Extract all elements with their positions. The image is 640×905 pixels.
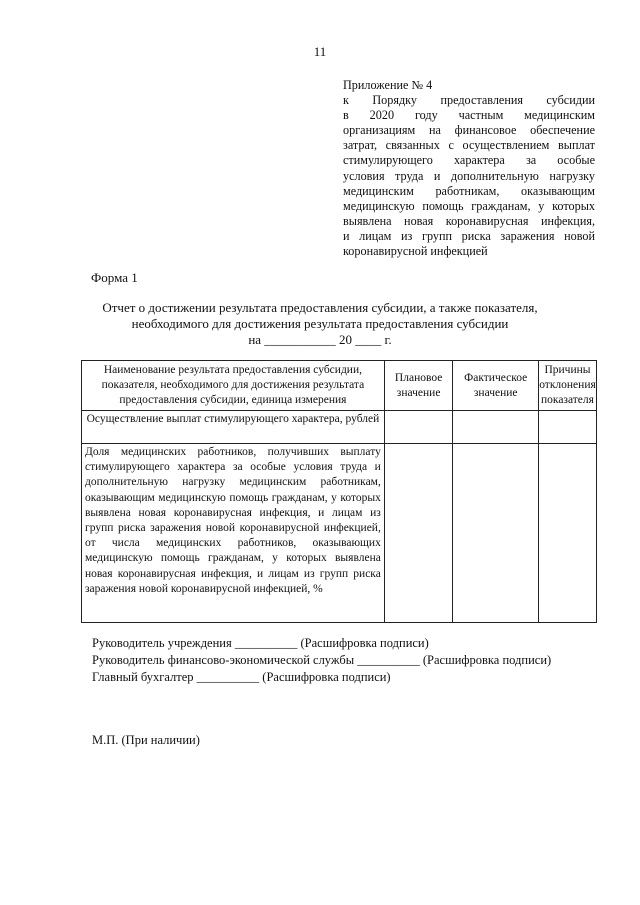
reason-cell	[538, 411, 596, 444]
appendix-line: условия труда и дополнительную нагрузку	[343, 168, 595, 183]
row-name-cell: Осуществление выплат стимулирующего характера, рублей	[82, 411, 385, 444]
appendix-line: и лицам из групп риска заражения новой	[343, 228, 595, 243]
page-number: 11	[313, 44, 327, 59]
signature-line-finance: Руководитель финансово-экономической службы __________ (Расшифровка подписи)	[92, 653, 552, 667]
signature-line-accountant: Главный бухгалтер __________ (Расшифровка подписи)	[92, 670, 391, 684]
report-title-line: Отчет о достижении результата предоставления субсидии, а также показателя,	[102, 300, 538, 315]
actual-value-cell	[453, 411, 539, 444]
appendix-line: медицинским работникам, оказывающим	[343, 183, 595, 198]
table-header-row	[82, 361, 597, 411]
form-label: Форма 1	[91, 270, 138, 285]
report-table	[81, 360, 597, 623]
row-name-cell: Доля медицинских работников, получивших выплату стимулирующего характера за особые условия труда и дополнительную нагрузку медицинским работникам, оказывающим медицинскую помощь гражданам, у которых выявлена новая коронавирусная инфекция, и лицам из групп риска заражения новой коронавирусной инфекцией, от числа медицинских работников, оказывающих медицинскую помощь гражданам, у которых выявлена новая коронавирусная инфекция, и лицам из групп риска заражения новой коронавирусной инфекцией, %	[82, 444, 385, 623]
appendix-line: выявлена новая коронавирусная инфекция,	[343, 213, 595, 228]
appendix-line: к Порядку предоставления субсидии	[343, 93, 595, 108]
column-header-name: Наименование результата предоставления субсидии, показателя, необходимого для достижения результата предоставления субсидии, единица измерения	[82, 361, 385, 411]
signature-block	[92, 635, 551, 686]
appendix-line: организациям на финансовое обеспечение	[343, 123, 595, 138]
table-row	[82, 411, 597, 444]
report-title	[60, 300, 580, 348]
column-header-planned: Плановое значение	[384, 361, 453, 411]
actual-value-cell	[453, 444, 539, 623]
planned-value-cell	[384, 444, 453, 623]
appendix-line: Приложение № 4	[343, 78, 433, 92]
signature-line-head: Руководитель учреждения __________ (Расшифровка подписи)	[92, 636, 429, 650]
appendix-line: стимулирующего характера за особые	[343, 153, 595, 168]
appendix-line: медицинскую помощь гражданам, у которых	[343, 198, 595, 213]
column-header-actual: Фактическое значение	[453, 361, 539, 411]
table-row	[82, 444, 597, 623]
planned-value-cell	[384, 411, 453, 444]
appendix-header	[343, 78, 595, 259]
appendix-line: затрат, связанных с осуществлением выплат	[343, 138, 595, 153]
appendix-line: коронавирусной инфекцией	[343, 244, 488, 259]
reason-cell	[538, 444, 596, 623]
column-header-reasons: Причины отклонения показателя	[538, 361, 596, 411]
report-title-line: необходимого для достижения результата предоставления субсидии	[131, 316, 509, 331]
report-period-line: на ___________ 20 ____ г.	[248, 332, 392, 347]
appendix-line: в 2020 году частным медицинским	[343, 108, 595, 123]
seal-placeholder: М.П. (При наличии)	[92, 733, 200, 747]
